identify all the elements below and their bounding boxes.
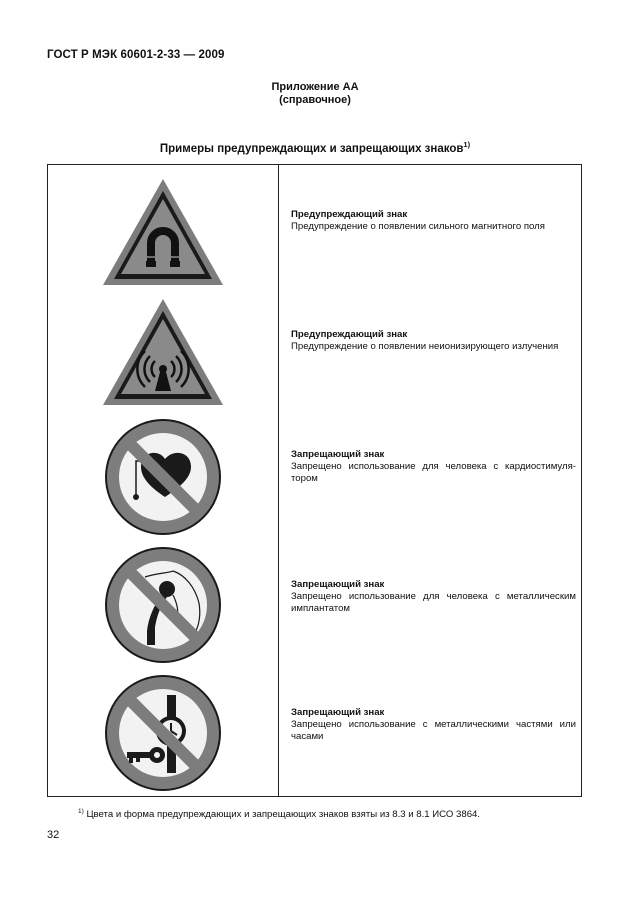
sign-kind: Запрещающий знак [291, 449, 385, 460]
appendix-subtitle: (справочное) [279, 94, 351, 106]
footnote [78, 808, 480, 820]
sign-text: Предупреждение о появлении сильного магнитного поля [291, 221, 545, 232]
magnetic-field-warning-icon [101, 177, 225, 289]
non-ionizing-radiation-warning-icon [101, 297, 225, 409]
footnote-mark: 1) [78, 808, 84, 815]
sign-description [291, 449, 576, 485]
no-metal-objects-watch-icon [103, 673, 223, 793]
sign-description [291, 579, 576, 615]
signs-table [47, 164, 582, 797]
sign-kind: Запрещающий знак [291, 579, 385, 590]
sign-description [291, 707, 576, 743]
page-number: 32 [47, 829, 60, 841]
sign-kind: Предупреждающий знак [291, 209, 408, 220]
table-caption-footnote-mark: 1) [463, 140, 471, 149]
sign-text: Запрещено использование для человека с металлическим имплантатом [291, 591, 576, 614]
no-metal-implant-icon [103, 545, 223, 665]
table-row [48, 535, 583, 663]
sign-text: Запрещено использование с металлическими частями или часами [291, 719, 576, 742]
appendix-title: Приложение АА [271, 81, 359, 93]
sign-text: Предупреждение о появлении неионизирующего излучения [291, 341, 559, 352]
appendix-heading [0, 81, 630, 107]
sign-description [291, 329, 576, 353]
table-row [48, 165, 583, 285]
sign-kind: Предупреждающий знак [291, 329, 408, 340]
document-header: ГОСТ Р МЭК 60601-2-33 — 2009 [47, 49, 225, 61]
sign-kind: Запрещающий знак [291, 707, 385, 718]
sign-description [291, 209, 576, 233]
table-row [48, 407, 583, 535]
table-row [48, 663, 583, 798]
no-pacemaker-icon [103, 417, 223, 537]
table-row [48, 285, 583, 407]
table-caption [0, 140, 630, 155]
sign-text: Запрещено использование для человека с кардиостимуля-тором [291, 461, 576, 484]
table-caption-text: Примеры предупреждающих и запрещающих знаков [159, 143, 464, 155]
footnote-text: Цвета и форма предупреждающих и запрещающих знаков взяты из 8.3 и 8.1 ИСО 3864. [86, 809, 481, 820]
